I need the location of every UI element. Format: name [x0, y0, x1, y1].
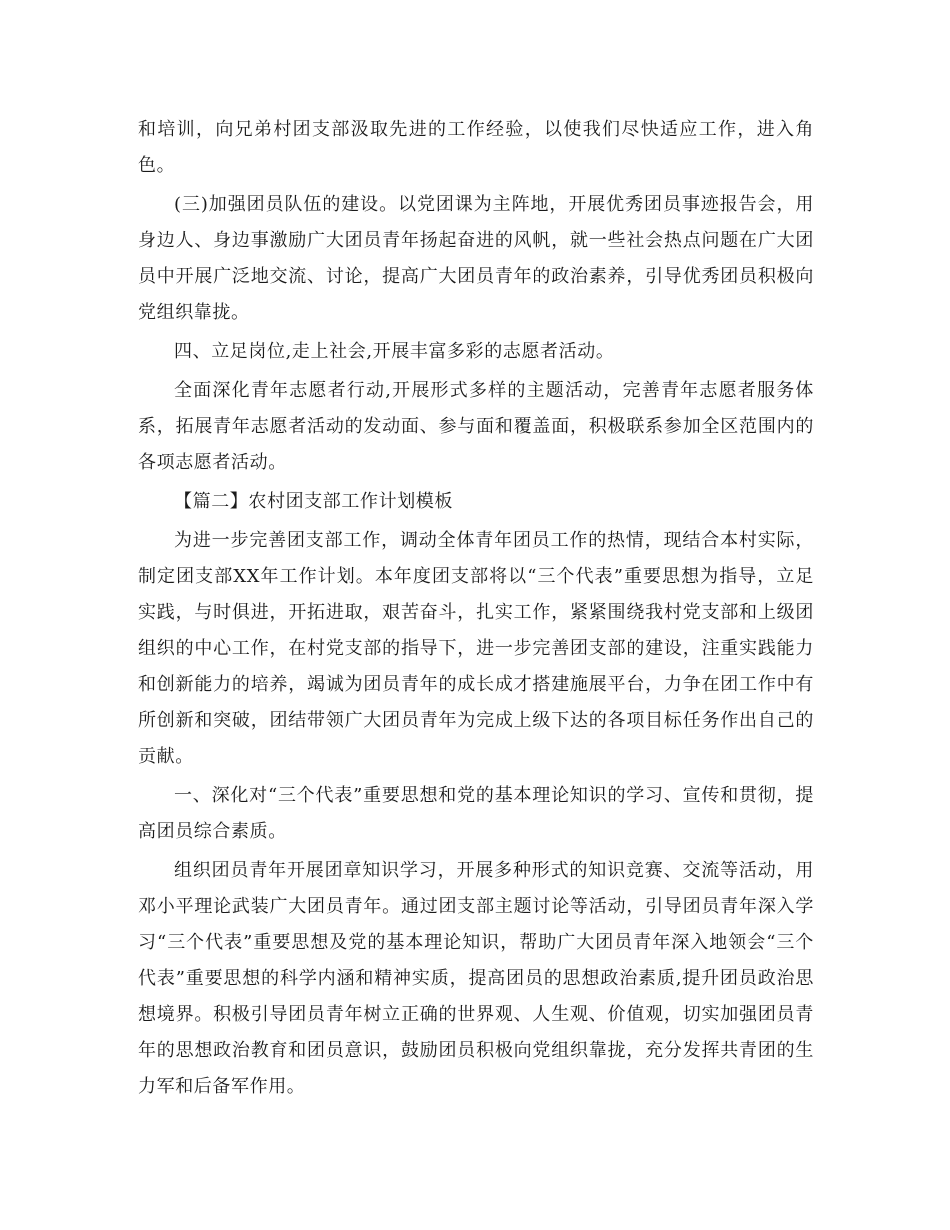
document-body	[138, 112, 814, 1108]
section-heading-volunteer: 四、立足岗位,走上社会,开展丰富多彩的志愿者活动。	[174, 341, 615, 362]
paragraph-plan-intro: 为进一步完善团支部工作，调动全体青年团员工作的热情，现结合本村实际，制定团支部XX年工作计划。本年度团支部将以“三个代表”重要思想为指导，立足实践，与时俱进，开拓进取，艰苦奋斗，扎实工作，紧紧围绕我村党支部和上级团组织的中心工作，在村党支部的指导下，进一步完善团支部的建设，注重实践能力和创新能力的培养，竭诚为团员青年的成长成才搭建施展平台，力争在团工作中有所创新和突破，团结带领广大团员青年为完成上级下达的各项目标任务作出自己的贡献。	[138, 530, 814, 767]
paragraph-training-continuation: 和培训，向兄弟村团支部汲取先进的工作经验，以使我们尽快适应工作，进入角色。	[138, 119, 814, 176]
section-title-part-two: 【篇二】农村团支部工作计划模板	[174, 491, 453, 512]
paragraph-theory-study: 组织团员青年开展团章知识学习，开展多种形式的知识竞赛、交流等活动，用邓小平理论武装广大团员青年。通过团支部主题讨论等活动，引导团员青年深入学习“三个代表”重要思想及党的基本理论知识，帮助广大团员青年深入地领会“三个代表”重要思想的科学内涵和精神实质，提高团员的思想政治素质,提升团员政治思想境界。积极引导团员青年树立正确的世界观、人生观、价值观，切实加强团员青年的思想政治教育和团员意识，鼓励团员积极向党组织靠拢，充分发挥共青团的生力军和后备军作用。	[138, 860, 814, 1097]
paragraph-volunteer-action: 全面深化青年志愿者行动,开展形式多样的主题活动，完善青年志愿者服务体系，拓展青年志愿者活动的发动面、参与面和覆盖面，积极联系参加全区范围内的各项志愿者活动。	[138, 380, 814, 473]
section-heading-theory-study: 一、深化对“三个代表”重要思想和党的基本理论知识的学习、宣传和贯彻，提高团员综合素质。	[138, 785, 814, 842]
paragraph-team-building: (三)加强团员队伍的建设。以党团课为主阵地，开展优秀团员事迹报告会，用身边人、身边事激励广大团员青年扬起奋进的风帆，就一些社会热点问题在广大团员中开展广泛地交流、讨论，提高广大团员青年的政治素养，引导优秀团员积极向党组织靠拢。	[138, 194, 814, 323]
